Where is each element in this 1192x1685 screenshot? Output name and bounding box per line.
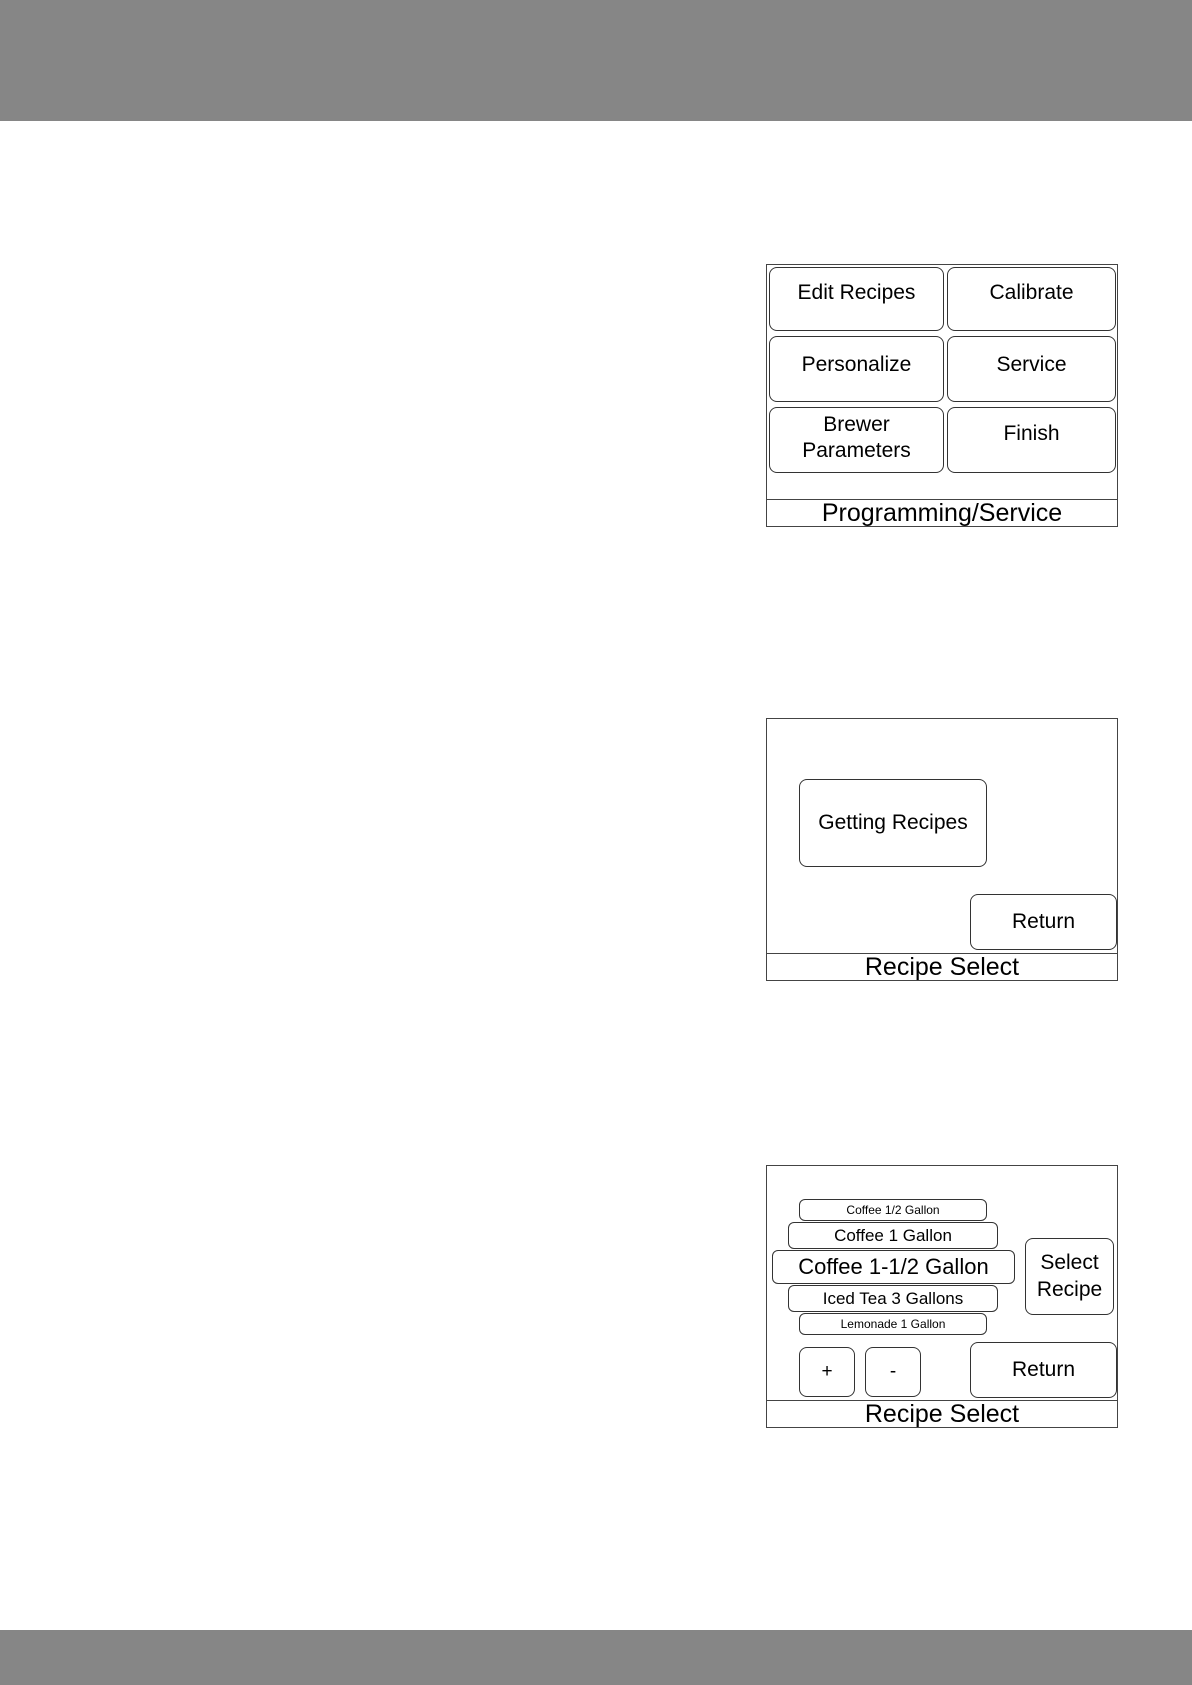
- recipe-list-item-selected[interactable]: Coffee 1-1/2 Gallon: [772, 1250, 1015, 1284]
- top-band: [0, 0, 1192, 121]
- screen-title: Recipe Select: [767, 1400, 1117, 1427]
- plus-button[interactable]: +: [799, 1347, 855, 1397]
- select-recipe-button[interactable]: Select Recipe: [1025, 1238, 1114, 1315]
- finish-button[interactable]: Finish: [947, 407, 1116, 473]
- minus-button[interactable]: -: [865, 1347, 921, 1397]
- recipe-loading-screen: [766, 718, 1118, 981]
- recipe-list-item[interactable]: Coffee 1 Gallon: [788, 1222, 998, 1249]
- service-button[interactable]: Service: [947, 336, 1116, 402]
- getting-recipes-status: Getting Recipes: [799, 779, 987, 867]
- personalize-button[interactable]: Personalize: [769, 336, 944, 402]
- return-button[interactable]: Return: [970, 1342, 1117, 1398]
- bottom-band: [0, 1630, 1192, 1685]
- recipe-list-item[interactable]: Coffee 1/2 Gallon: [799, 1199, 987, 1221]
- recipe-list-item[interactable]: Lemonade 1 Gallon: [799, 1313, 987, 1335]
- return-button[interactable]: Return: [970, 894, 1117, 950]
- recipe-select-screen: [766, 1165, 1118, 1428]
- calibrate-button[interactable]: Calibrate: [947, 267, 1116, 331]
- screen-title: Programming/Service: [767, 499, 1117, 526]
- programming-service-screen: [766, 264, 1118, 527]
- recipe-list-item[interactable]: Iced Tea 3 Gallons: [788, 1285, 998, 1312]
- screen-title: Recipe Select: [767, 953, 1117, 980]
- edit-recipes-button[interactable]: Edit Recipes: [769, 267, 944, 331]
- brewer-parameters-button[interactable]: Brewer Parameters: [769, 407, 944, 473]
